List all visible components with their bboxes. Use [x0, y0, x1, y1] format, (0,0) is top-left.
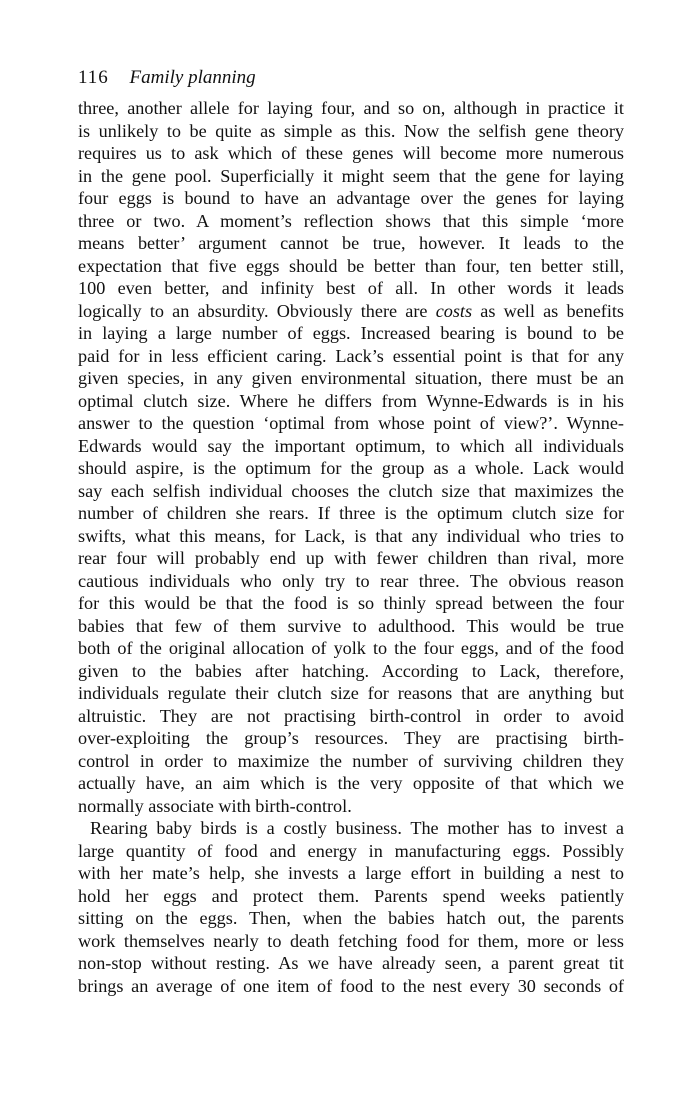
text-line: optimal clutch size. Where he differs from Wynne-Edwards is in his: [78, 390, 624, 411]
paragraph-1: [78, 97, 624, 817]
text-line: answer to the question ‘optimal from whose point of view?’. Wynne-: [78, 413, 624, 433]
text-line: means better’ argument cannot be true, however. It leads to the: [78, 233, 624, 253]
text-line: altruistic. They are not practising birth-control in order to avoid: [78, 705, 624, 726]
text-line: babies that few of them survive to adulthood. This would be true: [78, 615, 624, 636]
text-line: non-stop without resting. As we have already seen, a parent great tit: [78, 953, 624, 973]
text-line: given to the babies after hatching. According to Lack, therefore,: [78, 660, 624, 681]
text-line: sitting on the eggs. Then, when the babies hatch out, the parents: [78, 908, 624, 928]
text-line: actually have, an aim which is the very opposite of that which we: [78, 773, 624, 793]
paragraph-2: [78, 817, 624, 997]
text-line: in laying a large number of eggs. Increased bearing is bound to be: [78, 323, 624, 343]
text-line: brings an average of one item of food to the nest every 30 seconds of: [78, 975, 624, 996]
text-line: individuals regulate their clutch size for reasons that are anything but: [78, 683, 624, 703]
running-head: [78, 66, 256, 90]
text-line: hold her eggs and protect them. Parents spend weeks patiently: [78, 885, 624, 906]
text-line: normally associate with birth-control.: [78, 795, 352, 816]
text-line: cautious individuals who only try to rear three. The obvious reason: [78, 570, 624, 591]
text-line: in the gene pool. Superficially it might seem that the gene for laying: [78, 165, 624, 186]
text-line: expectation that five eggs should be better than four, ten better still,: [78, 255, 624, 276]
text-line: given species, in any given environmental situation, there must be an: [78, 368, 624, 388]
text-line: work themselves nearly to death fetching food for them, more or less: [78, 930, 624, 951]
text-line: large quantity of food and energy in manufacturing eggs. Possibly: [78, 840, 624, 861]
page-number: 116: [78, 67, 109, 88]
text-line: three or two. A moment’s reflection shows that this simple ‘more: [78, 210, 624, 231]
text-line: control in order to maximize the number of surviving children they: [78, 750, 624, 771]
text-line: number of children she rears. If three is the optimum clutch size for: [78, 503, 624, 523]
text-line: 100 even better, and infinity best of all. In other words it leads: [78, 278, 624, 298]
body-text: [78, 97, 624, 997]
text-line: Edwards would say the important optimum, to which all individuals: [78, 435, 624, 456]
text-line: rear four will probably end up with fewer children than rival, more: [78, 548, 624, 568]
text-line: paid for in less efficient caring. Lack’s essential point is that for any: [78, 345, 624, 366]
text-line: should aspire, is the optimum for the group as a whole. Lack would: [78, 458, 624, 478]
text-line: four eggs is bound to have an advantage over the genes for laying: [78, 188, 624, 208]
text-line: three, another allele for laying four, and so on, although in practice it: [78, 98, 624, 118]
text-line: requires us to ask which of these genes will become more numerous: [78, 143, 624, 163]
text-line: with her mate’s help, she invests a large effort in building a nest to: [78, 863, 624, 883]
text-line: say each selfish individual chooses the clutch size that maximizes the: [78, 480, 624, 501]
text-line: for this would be that the food is so thinly spread between the four: [78, 593, 624, 613]
text-line: Rearing baby birds is a costly business. The mother has to invest a: [90, 818, 624, 838]
chapter-title: Family planning: [129, 67, 256, 88]
text-line: both of the original allocation of yolk to the four eggs, and of the food: [78, 638, 624, 658]
text-line: logically to an absurdity. Obviously there are costs as well as benefits: [78, 300, 625, 321]
text-line: swifts, what this means, for Lack, is that any individual who tries to: [78, 525, 624, 546]
text-line: is unlikely to be quite as simple as this. Now the selfish gene theory: [78, 120, 624, 141]
text-line: over-exploiting the group’s resources. They are practising birth-: [78, 728, 624, 748]
